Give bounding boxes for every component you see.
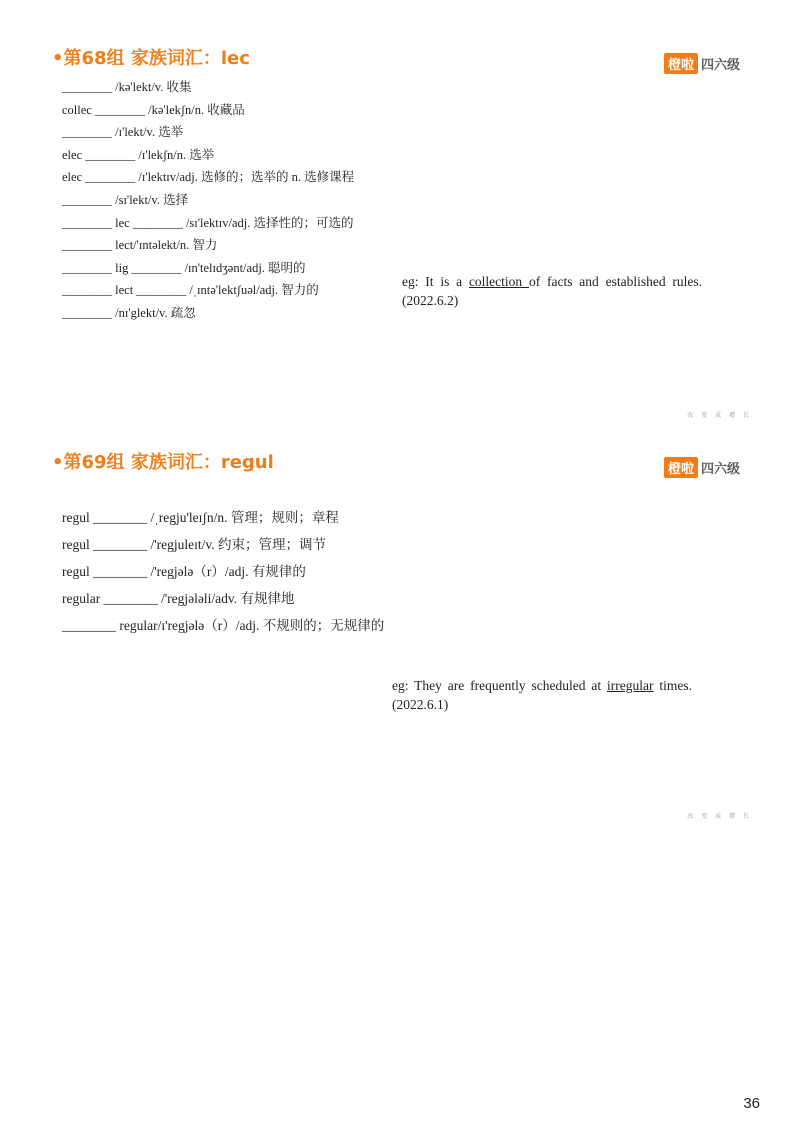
- example-prefix: eg: They are frequently scheduled at: [392, 678, 607, 693]
- slide-footer: 改 变 成 增 长: [687, 813, 752, 820]
- vocab-row: ________ regular/ɪ'regjələ（r）/adj. 不规则的；无规律的: [62, 618, 385, 633]
- vocab-row: ________ /sɪ'lekt/v. 选择: [62, 192, 189, 207]
- vocab-row: elec ________ /ɪ'lektɪv/adj. 选修的；选举的 n. 选修课程: [62, 170, 355, 185]
- slide-regul: [0, 440, 800, 840]
- example-sentence: [392, 676, 692, 714]
- vocab-row: elec ________ /ɪ'lekʃn/n. 选举: [62, 147, 215, 162]
- example-suffix: of facts and established rules.(2022.6.2): [402, 274, 702, 308]
- section-title: •第69组 家族词汇：regul: [52, 452, 274, 473]
- brand-logo: [664, 53, 740, 74]
- vocab-row: regul ________ /'regjələ（r）/adj. 有规律的: [62, 564, 306, 579]
- vocab-row: ________ lect/'ɪntəlekt/n. 智力: [62, 238, 218, 253]
- example-prefix: eg: It is a: [402, 274, 469, 289]
- vocab-row: ________ /ɪ'lekt/v. 选举: [62, 125, 184, 140]
- brand-logo-mark: 橙啦: [664, 457, 698, 478]
- vocab-row: collec ________ /kə'lekʃn/n. 收藏品: [62, 102, 245, 117]
- page-number: 36: [743, 1095, 760, 1112]
- vocab-row: regul ________ /'regjuleɪt/v. 约束；管理；调节: [62, 537, 327, 552]
- vocab-row: ________ /nɪ'glekt/v. 疏忽: [62, 305, 196, 320]
- example-sentence: [402, 272, 702, 310]
- brand-logo-mark: 橙啦: [664, 53, 698, 74]
- section-title: •第68组 家族词汇：lec: [52, 48, 250, 69]
- vocab-list: [62, 504, 384, 639]
- brand-level: 四六级: [700, 58, 740, 73]
- example-highlight: collection: [468, 274, 529, 289]
- vocab-row: ________ /kə'lekt/v. 收集: [62, 80, 192, 94]
- vocab-row: regular ________ /'regjələli/adv. 有规律地: [62, 591, 295, 606]
- example-suffix: times.(2022.6.1): [392, 678, 692, 712]
- vocab-row: ________ lect ________ /ˌɪntə'lektʃuəl/adj. 智力的: [62, 283, 319, 298]
- vocab-row: ________ lig ________ /ɪn'telɪdʒənt/adj. 聪明的: [62, 260, 306, 275]
- slide-lec: [0, 0, 800, 425]
- brand-level: 四六级: [700, 462, 740, 477]
- example-highlight: irregular: [607, 678, 654, 693]
- vocab-row: ________ lec ________ /sɪ'lektɪv/adj. 选择性的；可选的: [62, 215, 354, 230]
- vocab-list: [62, 76, 354, 325]
- vocab-row: regul ________ /ˌregju'leɪʃn/n. 管理；规则；章程: [62, 510, 339, 525]
- slide-footer: 改 变 成 增 长: [687, 412, 752, 419]
- brand-logo: [664, 457, 740, 478]
